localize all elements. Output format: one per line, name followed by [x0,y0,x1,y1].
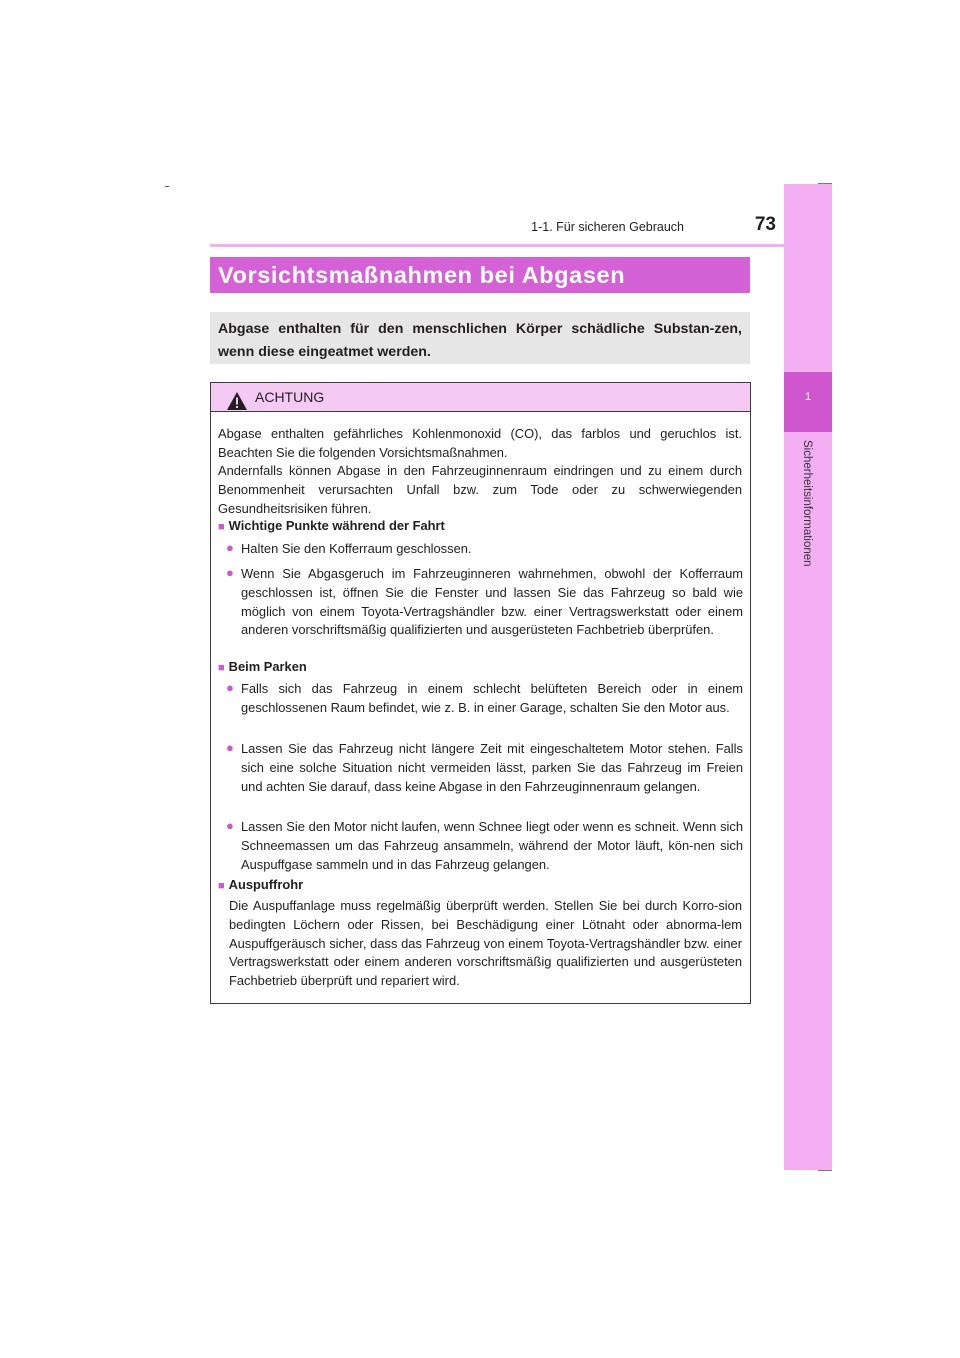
section-paragraph: Die Auspuffanlage muss regelmäßig überprüft werden. Stellen Sie bei durch Korro-sion bedingten Löchern oder Rissen, bei Beschädigung einer Lötnaht oder abnorma-lem Auspuffgeräusch sicher, dass das Fahrzeug von einem Toyota-Vertragshändler bzw. einer Vertragswerkstatt oder einem anderen vorschriftsmäßig qualifizierten und ausgerüsteten Fachbetrieb überprüft und repariert wird. [229,898,742,989]
list-item: Wenn Sie Abgasgeruch im Fahrzeuginneren wahrnehmen, obwohl der Kofferraum geschlossen ist, öffnen Sie die Fenster und lassen Sie das Fahrzeug so bald wie möglich von einem Toyota-Vertragshändler bzw. einer Vertragswerkstatt oder einem anderen vorschriftsmäßig qualifizierten und ausgerüsteten Fachbetrieb überprüfen. [241,566,743,638]
square-bullet-icon: ■ [218,521,225,533]
section-heading-text: Auspuffrohr [228,877,304,892]
section-heading [218,877,303,892]
circle-bullet-icon: ● [226,818,234,833]
warning-triangle-icon [226,391,248,411]
warning-intro: Abgase enthalten gefährliches Kohlenmonoxid (CO), das farblos und geruchlos ist. Beachten Sie die folgenden Vorsichtsmaßnahmen. [218,426,742,460]
section-heading [218,659,307,674]
circle-bullet-icon: ● [226,740,234,755]
section-header: 1-1. Für sicheren Gebrauch [531,220,684,234]
list-item: Lassen Sie das Fahrzeug nicht längere Zeit mit eingeschaltetem Motor stehen. Falls sich eine solche Situation nicht vermeiden lässt, parken Sie das Fahrzeug im Freien und achten Sie darauf, dass keine Abgase in den Fahrzeuginnenraum gelangen. [241,741,743,794]
square-bullet-icon: ■ [218,880,225,892]
chapter-number: 1 [804,391,812,403]
chapter-label: Sicherheitsinformationen [801,440,813,567]
circle-bullet-icon: ● [226,565,234,580]
tab-bottom-mark [818,1170,832,1171]
list-item: Falls sich das Fahrzeug in einem schlecht belüfteten Bereich oder in einem geschlossenen Raum befindet, wie z. B. in einer Garage, schalten Sie den Motor aus. [241,681,743,715]
tab-top-mark [818,183,832,184]
page-number: 73 [754,214,776,235]
warning-label: ACHTUNG [255,389,325,405]
list-item: Lassen Sie den Motor nicht laufen, wenn Schnee liegt oder wenn es schneit. Wenn sich Schneemassen um das Fahrzeug ansammeln, während der Motor läuft, kön-nen sich Auspuffgase sammeln und in das Fahrzeug gelangen. [241,819,743,872]
page-title: Vorsichtsmaßnahmen bei Abgasen [218,262,626,288]
circle-bullet-icon: ● [226,540,234,555]
chapter-side-tab [784,184,832,1170]
section-heading-text: Wichtige Punkte während der Fahrt [228,518,445,533]
warning-intro-2: Andernfalls können Abgase in den Fahrzeuginnenraum eindringen und zu einem durch Benommenheit verursachten Unfall bzw. zum Tode oder zu schwerwiegenden Gesundheitsrisiken führen. [218,463,742,516]
section-heading-text: Beim Parken [228,659,307,674]
summary-text: Abgase enthalten für den menschlichen Körper schädliche Substan-zen, wenn diese eingeatmet werden. [218,321,742,360]
list-item: Halten Sie den Kofferraum geschlossen. [241,541,472,556]
corner-mark [165,186,169,187]
header-rule [210,244,832,247]
circle-bullet-icon: ● [226,680,234,695]
square-bullet-icon: ■ [218,662,225,674]
section-heading [218,518,445,533]
